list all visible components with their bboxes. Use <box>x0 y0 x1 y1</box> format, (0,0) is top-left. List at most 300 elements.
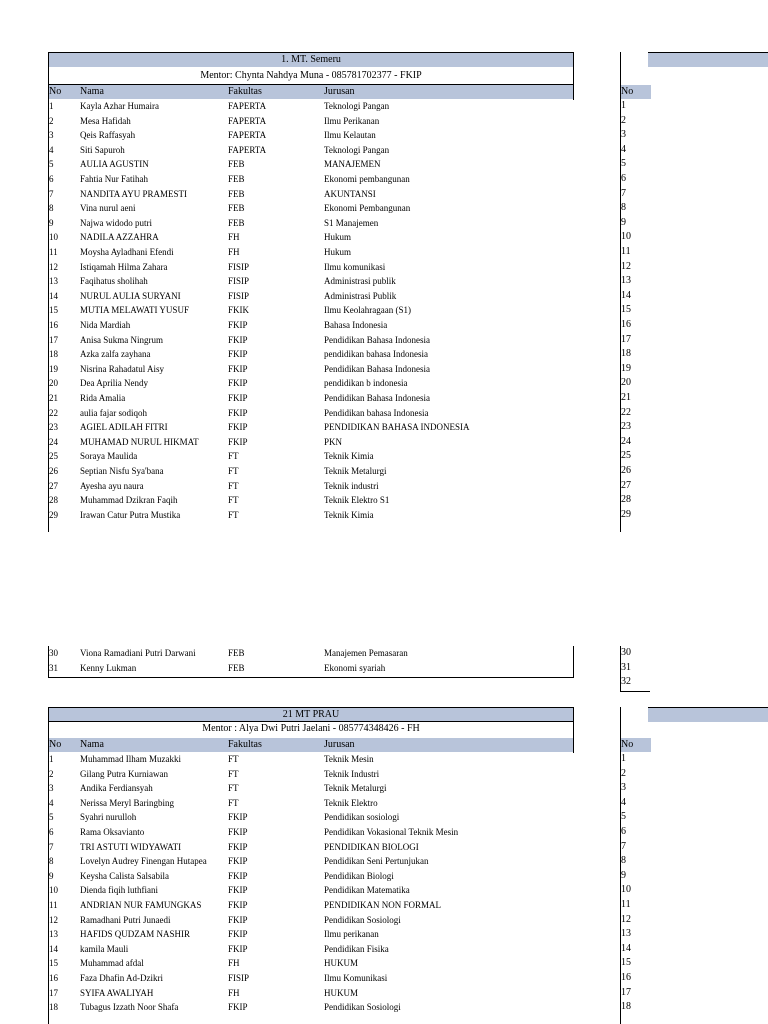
row-number: 18 <box>621 348 631 360</box>
cell-nama: Mesa Hafidah <box>80 115 131 126</box>
cell-nama: Ayesha ayu naura <box>80 480 144 491</box>
cell-no: 11 <box>49 247 58 257</box>
row-number: 21 <box>621 392 631 403</box>
group-table-semeru <box>48 52 574 532</box>
row-number: 22 <box>621 406 631 418</box>
table-row <box>48 347 574 362</box>
cell-nama: Syahri nurulloh <box>80 812 137 823</box>
row-number: 14 <box>621 942 631 954</box>
table-row <box>48 435 574 450</box>
cell-no: 18 <box>49 1002 58 1013</box>
row-number: 15 <box>621 304 631 316</box>
row-number: 11 <box>621 246 631 257</box>
cell-fak: FKIP <box>228 929 248 940</box>
row-number: 10 <box>621 231 631 243</box>
table-row <box>48 245 574 260</box>
table-row <box>48 883 574 898</box>
cell-jur: Teknologi Pangan <box>324 144 390 155</box>
cell-fak: FKIP <box>228 422 248 433</box>
cell-fak: FKIP <box>228 334 248 345</box>
cell-nama: Rama Oksavianto <box>80 827 145 837</box>
row-number: 11 <box>621 899 631 910</box>
table-row <box>48 898 574 913</box>
table-row <box>48 781 574 796</box>
table-row <box>48 274 574 289</box>
cell-nama: Soraya Maulida <box>80 451 138 462</box>
table-row <box>48 157 574 172</box>
row-number: 16 <box>621 972 631 983</box>
cell-no: 1 <box>49 754 54 764</box>
row-number: 12 <box>621 913 631 925</box>
table-row <box>48 114 574 129</box>
row-number: 5 <box>621 811 626 823</box>
cell-fak: FEB <box>228 217 245 228</box>
row-number: 17 <box>621 986 631 998</box>
cell-nama: Nisrina Rahadatul Aisy <box>80 363 164 374</box>
cell-no: 20 <box>49 378 58 389</box>
cell-jur: Ekonomi syariah <box>324 662 386 673</box>
group-table-prau <box>48 707 574 1024</box>
cell-no: 16 <box>49 320 58 330</box>
cell-no: 23 <box>49 422 58 433</box>
cell-no: 21 <box>49 393 58 403</box>
table-row <box>48 646 574 661</box>
cell-fak: FKIP <box>228 349 248 360</box>
row-number: 2 <box>621 114 626 126</box>
column-header-fakultas: Fakultas <box>228 86 262 97</box>
cell-nama: Muhammad Ilham Muzakki <box>80 754 181 764</box>
cell-fak: FKIP <box>228 841 248 852</box>
table-row <box>48 986 574 1001</box>
cell-no: 17 <box>49 987 58 998</box>
cell-jur: HUKUM <box>324 987 359 998</box>
row-number: 12 <box>621 260 631 272</box>
table-row <box>48 406 574 421</box>
table-row <box>48 767 574 782</box>
cell-jur: Ekonomi pembangunan <box>324 174 410 184</box>
cell-jur: Manajemen Pemasaran <box>324 648 408 658</box>
row-number: 4 <box>621 796 626 808</box>
cell-jur: pendidikan bahasa Indonesia <box>324 349 428 360</box>
table-row <box>48 391 574 406</box>
table-row <box>48 362 574 377</box>
right-table-bottom <box>620 707 768 1024</box>
table-row <box>48 971 574 986</box>
cell-fak: FKIP <box>228 320 248 330</box>
cell-nama: Qeis Raffasyah <box>80 130 136 141</box>
row-number: 20 <box>621 377 631 389</box>
table-bottom-border <box>48 677 574 678</box>
cell-jur: Hukum <box>324 247 351 257</box>
row-number: 1 <box>621 753 626 764</box>
cell-jur: MANAJEMEN <box>324 159 381 170</box>
cell-fak: FT <box>228 451 239 462</box>
cell-fak: FT <box>228 480 239 491</box>
table-row <box>48 289 574 304</box>
column-header-jurusan: Jurusan <box>324 86 355 97</box>
cell-jur: Pendidikan Fisika <box>324 943 389 954</box>
cell-nama: aulia fajar sodiqoh <box>80 407 147 418</box>
cell-no: 8 <box>49 856 54 867</box>
cell-no: 14 <box>49 290 58 301</box>
cell-fak: FKIP <box>228 378 248 389</box>
cell-no: 31 <box>49 662 58 673</box>
cell-nama: Rida Amalia <box>80 393 126 403</box>
table-row <box>48 303 574 318</box>
cell-fak: FKIK <box>228 305 250 316</box>
cell-nama: Kayla Azhar Humaira <box>80 101 159 111</box>
cell-no: 5 <box>49 812 54 823</box>
table-row <box>48 464 574 479</box>
cell-jur: Administrasi Publik <box>324 290 397 301</box>
cell-fak: FAPERTA <box>228 115 267 126</box>
table-row <box>48 318 574 333</box>
cell-fak: FKIP <box>228 812 248 823</box>
cell-no: 10 <box>49 232 58 243</box>
row-number: 24 <box>621 435 631 447</box>
cell-jur: Pendidikan sosiologi <box>324 812 400 823</box>
right-left-border <box>620 646 621 692</box>
row-number: 23 <box>621 421 631 433</box>
cell-jur: PENDIDIKAN BIOLOGI <box>324 841 419 852</box>
cell-nama: Septian Nisfu Sya'bana <box>80 466 164 476</box>
cell-no: 28 <box>49 495 58 506</box>
cell-jur: Teknik Kimia <box>324 509 374 520</box>
cell-nama: Dea Aprilia Nendy <box>80 378 148 389</box>
row-number: 10 <box>621 884 631 896</box>
cell-jur: Teknik Industri <box>324 768 380 779</box>
cell-nama: Muhammad Dzikran Faqih <box>80 495 178 506</box>
right-title-bar <box>648 52 768 67</box>
cell-fak: FISIP <box>228 261 250 272</box>
cell-no: 6 <box>49 827 54 837</box>
table-row <box>48 661 574 676</box>
cell-nama: Siti Sapuroh <box>80 144 125 155</box>
cell-nama: ANDRIAN NUR FAMUNGKAS <box>80 900 202 910</box>
cell-jur: Pendidikan Biologi <box>324 870 394 881</box>
table-left-border <box>48 707 49 1024</box>
cell-fak: FT <box>228 754 239 764</box>
column-header-fakultas: Fakultas <box>228 739 262 750</box>
cell-nama: Muhammad afdal <box>80 958 144 969</box>
cell-fak: FH <box>228 987 240 998</box>
cell-fak: FT <box>228 509 239 520</box>
cell-no: 2 <box>49 768 54 779</box>
cell-nama: AGIEL ADILAH FITRI <box>80 422 168 433</box>
table-right-border <box>573 646 574 678</box>
cell-nama: Gilang Putra Kurniawan <box>80 768 168 779</box>
cell-nama: Vina nurul aeni <box>80 203 136 214</box>
cell-fak: FAPERTA <box>228 101 267 111</box>
cell-fak: FEB <box>228 662 245 673</box>
row-number: 9 <box>621 216 626 228</box>
cell-no: 9 <box>49 217 54 228</box>
row-number: 18 <box>621 1001 631 1013</box>
table-row <box>48 913 574 928</box>
cell-jur: Pendidikan Vokasional Teknik Mesin <box>324 827 459 837</box>
cell-no: 30 <box>49 648 58 658</box>
table-row <box>48 230 574 245</box>
cell-fak: FISIP <box>228 290 250 301</box>
row-number: 6 <box>621 173 626 184</box>
right-title-bar <box>648 707 768 722</box>
mentor-info: Mentor : Alya Dwi Putri Jaelani - 085774348426 - FH <box>202 723 420 734</box>
cell-jur: Teknik Elektro S1 <box>324 495 390 506</box>
cell-nama: AULIA AGUSTIN <box>80 159 149 170</box>
row-number: 30 <box>621 647 631 658</box>
cell-jur: Pendidikan bahasa Indonesia <box>324 407 429 418</box>
right-bottom-border <box>620 691 650 692</box>
header-divider <box>48 84 574 85</box>
cell-fak: FKIP <box>228 827 248 837</box>
cell-jur: Ekonomi Pembangunan <box>324 203 411 214</box>
cell-fak: FT <box>228 768 239 779</box>
cell-jur: pendidikan b indonesia <box>324 378 408 389</box>
cell-fak: FISIP <box>228 276 250 287</box>
table-row <box>48 172 574 187</box>
row-number: 9 <box>621 869 626 881</box>
column-header-no: No <box>49 739 62 750</box>
cell-jur: S1 Manajemen <box>324 217 379 228</box>
table-row <box>48 128 574 143</box>
group-table-semeru-continued <box>48 646 574 678</box>
cell-jur: Ilmu komunikasi <box>324 261 386 272</box>
cell-jur: Hukum <box>324 232 351 243</box>
cell-nama: HAFIDS QUDZAM NASHIR <box>80 929 191 940</box>
cell-no: 26 <box>49 466 58 476</box>
table-row <box>48 840 574 855</box>
row-number: 26 <box>621 465 631 476</box>
row-number: 7 <box>621 840 626 852</box>
cell-jur: Teknologi Pangan <box>324 101 390 111</box>
cell-no: 14 <box>49 943 58 954</box>
row-number: 7 <box>621 187 626 199</box>
cell-jur: Ilmu Kelautan <box>324 130 376 141</box>
cell-no: 29 <box>49 509 58 520</box>
column-header-row <box>48 85 574 99</box>
group-title: 1. MT. Semeru <box>48 52 574 67</box>
row-number: 28 <box>621 494 631 506</box>
mentor-info: Mentor: Chynta Nahdya Muna - 085781702377 - FKIP <box>200 70 422 81</box>
cell-nama: Viona Ramadiani Putri Darwani <box>80 648 196 658</box>
cell-no: 11 <box>49 900 58 910</box>
cell-fak: FAPERTA <box>228 130 267 141</box>
cell-no: 10 <box>49 885 58 896</box>
cell-fak: FEB <box>228 188 245 199</box>
row-number: 4 <box>621 143 626 155</box>
table-row <box>48 420 574 435</box>
cell-fak: FEB <box>228 648 245 658</box>
cell-nama: Nerissa Meryl Baringbing <box>80 797 174 808</box>
column-header-no: No <box>49 86 62 97</box>
cell-fak: FKIP <box>228 1002 248 1013</box>
cell-jur: PKN <box>324 436 343 447</box>
table-left-border <box>48 646 49 678</box>
table-row <box>48 479 574 494</box>
cell-no: 3 <box>49 783 54 794</box>
cell-no: 4 <box>49 797 54 808</box>
cell-nama: Faza Dhafin Ad-Dzikri <box>80 973 163 983</box>
cell-no: 19 <box>49 363 58 374</box>
table-row <box>48 449 574 464</box>
cell-fak: FISIP <box>228 973 250 983</box>
cell-no: 12 <box>49 261 58 272</box>
cell-nama: Fahtia Nur Fatihah <box>80 174 148 184</box>
row-number: 19 <box>621 362 631 374</box>
cell-nama: NANDITA AYU PRAMESTI <box>80 188 187 199</box>
cell-fak: FKIP <box>228 363 248 374</box>
row-number: 2 <box>621 767 626 779</box>
cell-no: 6 <box>49 174 54 184</box>
cell-jur: Teknik Mesin <box>324 754 374 764</box>
row-number: 15 <box>621 957 631 969</box>
row-number: 1 <box>621 100 626 111</box>
right-left-border <box>620 52 621 532</box>
table-row <box>48 752 574 767</box>
cell-fak: FEB <box>228 174 245 184</box>
cell-no: 2 <box>49 115 54 126</box>
cell-jur: Pendidikan Bahasa Indonesia <box>324 334 430 345</box>
table-row <box>48 493 574 508</box>
row-number: 25 <box>621 450 631 462</box>
row-number: 17 <box>621 333 631 345</box>
cell-nama: Ramadhani Putri Junaedi <box>80 914 171 925</box>
cell-no: 3 <box>49 130 54 141</box>
table-row <box>48 143 574 158</box>
cell-fak: FKIP <box>228 436 248 447</box>
cell-fak: FT <box>228 466 239 476</box>
cell-nama: Anisa Sukma Ningrum <box>80 334 163 345</box>
right-column-header-no: No <box>620 85 651 99</box>
cell-nama: Moysha Ayladhani Efendi <box>80 247 174 257</box>
cell-jur: Pendidikan Bahasa Indonesia <box>324 393 430 403</box>
row-number: 13 <box>621 928 631 940</box>
cell-fak: FT <box>228 797 239 808</box>
cell-jur: Teknik Metalurgi <box>324 783 387 794</box>
row-number: 3 <box>621 129 626 141</box>
table-row <box>48 1000 574 1015</box>
row-number: 14 <box>621 289 631 301</box>
cell-jur: Ilmu Keolahragaan (S1) <box>324 305 411 316</box>
cell-jur: Teknik industri <box>324 480 379 491</box>
right-column-header-no: No <box>620 738 651 752</box>
cell-no: 12 <box>49 914 58 925</box>
cell-jur: PENDIDIKAN BAHASA INDONESIA <box>324 422 470 433</box>
table-row <box>48 260 574 275</box>
table-row <box>48 825 574 840</box>
cell-fak: FKIP <box>228 870 248 881</box>
cell-jur: Pendidikan Sosiologi <box>324 914 401 925</box>
cell-jur: Teknik Metalurgi <box>324 466 387 476</box>
cell-no: 15 <box>49 305 58 316</box>
cell-nama: Azka zalfa zayhana <box>80 349 151 360</box>
cell-nama: MUHAMAD NURUL HIKMAT <box>80 436 199 447</box>
cell-fak: FKIP <box>228 856 248 867</box>
cell-fak: FAPERTA <box>228 144 267 155</box>
row-number: 16 <box>621 319 631 330</box>
cell-no: 4 <box>49 144 54 155</box>
cell-no: 7 <box>49 188 54 199</box>
column-header-nama: Nama <box>80 86 104 97</box>
cell-fak: FEB <box>228 203 245 214</box>
cell-fak: FT <box>228 495 239 506</box>
table-row <box>48 216 574 231</box>
cell-fak: FEB <box>228 159 245 170</box>
cell-jur: Ilmu Komunikasi <box>324 973 388 983</box>
table-row <box>48 854 574 869</box>
cell-fak: FKIP <box>228 914 248 925</box>
table-row <box>48 187 574 202</box>
cell-nama: Nida Mardiah <box>80 320 131 330</box>
cell-no: 27 <box>49 480 58 491</box>
cell-jur: AKUNTANSI <box>324 188 376 199</box>
cell-fak: FH <box>228 247 240 257</box>
table-right-border <box>573 707 574 753</box>
row-number: 29 <box>621 508 631 520</box>
cell-jur: Bahasa Indonesia <box>324 320 388 330</box>
cell-no: 7 <box>49 841 54 852</box>
cell-no: 13 <box>49 929 58 940</box>
cell-nama: Irawan Catur Putra Mustika <box>80 509 181 520</box>
row-number: 8 <box>621 202 626 214</box>
right-table-middle <box>620 646 768 692</box>
cell-no: 13 <box>49 276 58 287</box>
cell-no: 9 <box>49 870 54 881</box>
cell-no: 25 <box>49 451 58 462</box>
table-row <box>48 869 574 884</box>
cell-nama: Tubagus Izzath Noor Shafa <box>80 1002 179 1013</box>
cell-nama: NADILA AZZAHRA <box>80 232 159 243</box>
cell-jur: Teknik Kimia <box>324 451 374 462</box>
table-row <box>48 810 574 825</box>
cell-fak: FH <box>228 232 240 243</box>
table-row <box>48 956 574 971</box>
row-number: 31 <box>621 661 631 673</box>
cell-nama: Keysha Calista Salsabila <box>80 870 169 881</box>
cell-fak: FH <box>228 958 240 969</box>
column-header-jurusan: Jurusan <box>324 739 355 750</box>
cell-jur: Administrasi publik <box>324 276 396 287</box>
cell-no: 1 <box>49 101 54 111</box>
cell-jur: Teknik Elektro <box>324 797 378 808</box>
cell-fak: FKIP <box>228 900 248 910</box>
table-right-border <box>573 52 574 100</box>
cell-nama: Najwa widodo putri <box>80 217 152 228</box>
cell-jur: Pendidikan Seni Pertunjukan <box>324 856 429 867</box>
table-row <box>48 99 574 114</box>
cell-jur: Pendidikan Matematika <box>324 885 410 896</box>
cell-fak: FKIP <box>228 943 248 954</box>
cell-nama: NURUL AULIA SURYANI <box>80 290 181 301</box>
row-number: 8 <box>621 855 626 867</box>
header-divider <box>48 721 574 722</box>
cell-nama: SYIFA AWALIYAH <box>80 987 154 998</box>
row-number: 6 <box>621 826 626 837</box>
cell-nama: MUTIA MELAWATI YUSUF <box>80 305 189 316</box>
cell-no: 5 <box>49 159 54 170</box>
cell-jur: PENDIDIKAN NON FORMAL <box>324 900 441 910</box>
column-header-row <box>48 738 574 752</box>
table-row <box>48 333 574 348</box>
right-left-border <box>620 707 621 1024</box>
cell-jur: Ilmu perikanan <box>324 929 379 940</box>
cell-jur: Pendidikan Bahasa Indonesia <box>324 363 430 374</box>
cell-jur: Pendidikan Sosiologi <box>324 1002 401 1013</box>
cell-jur: HUKUM <box>324 958 359 969</box>
table-row <box>48 942 574 957</box>
cell-nama: Faqihatus sholihah <box>80 276 148 287</box>
cell-no: 8 <box>49 203 54 214</box>
